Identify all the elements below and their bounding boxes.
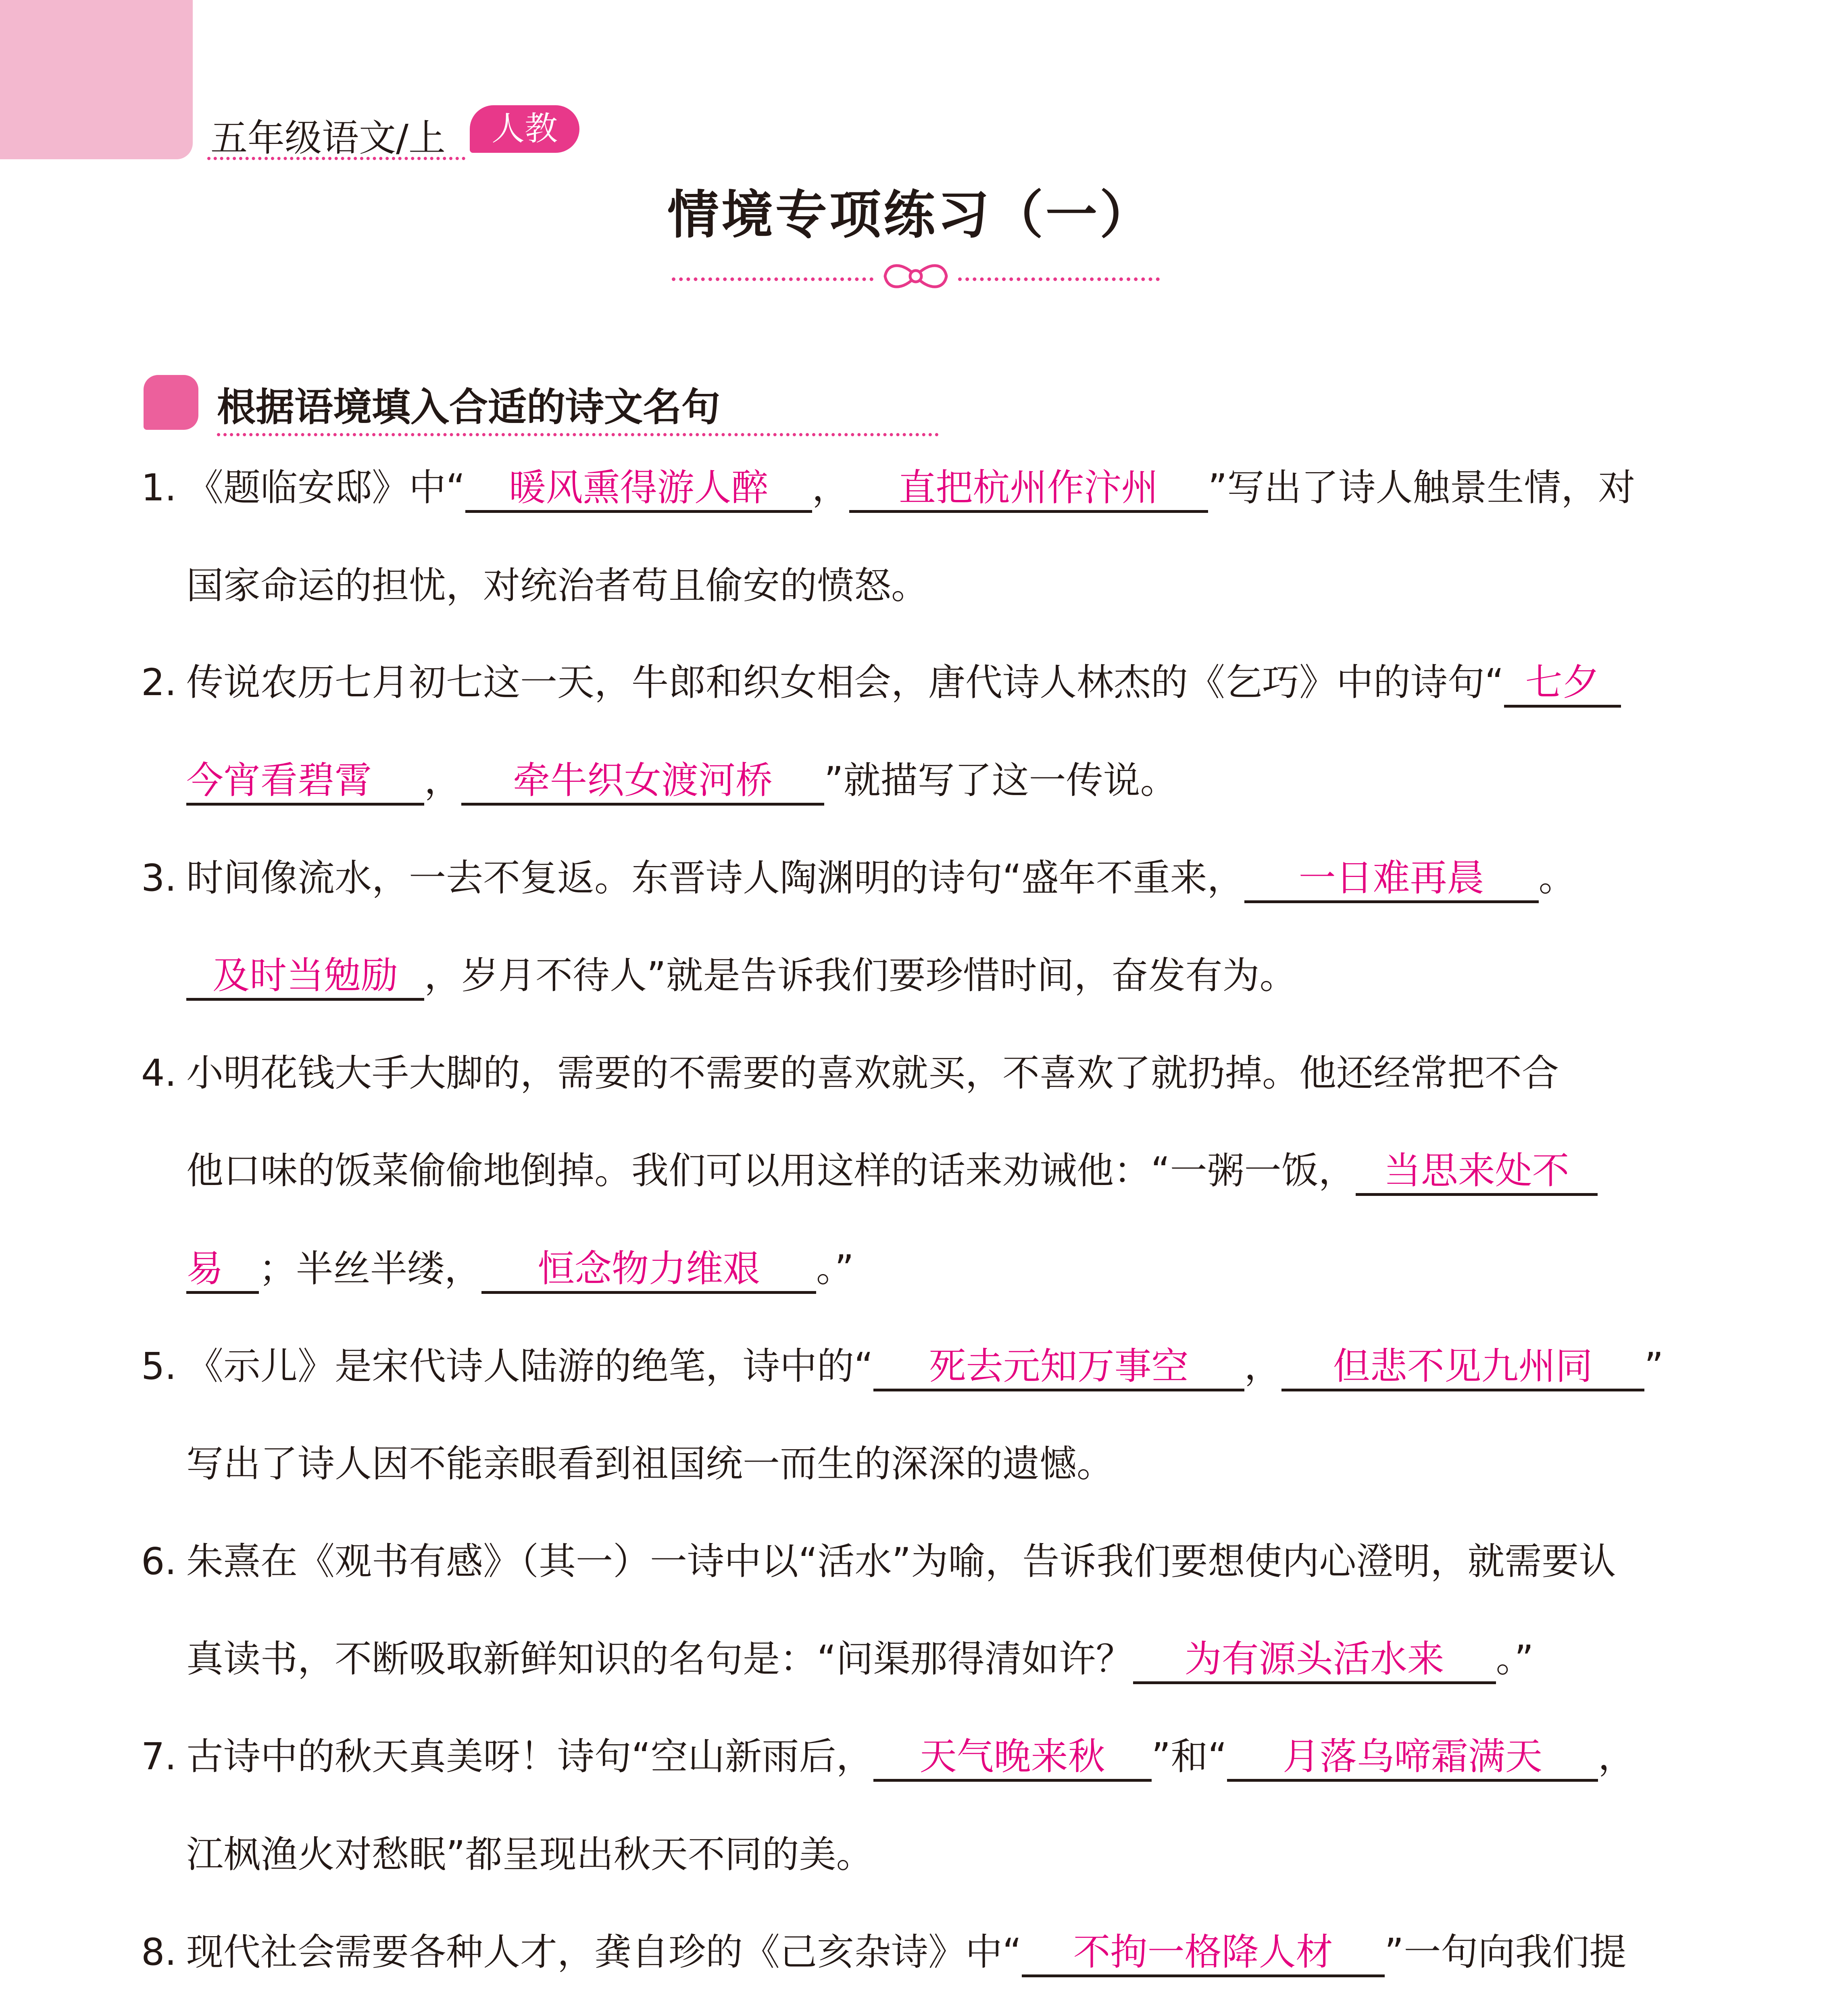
publisher-badge: 人教: [470, 105, 579, 153]
question-5: 5. 《示儿》是宋代诗人陆游的绝笔，诗中的“ 死去元知万事空 ， 但悲不见九州同 ”: [141, 1342, 1673, 1391]
divider-dots-left: [672, 277, 873, 281]
question-3-line-2: 及时当勉励 ，岁月不待人”就是告诉我们要珍惜时间，奋发有为。: [141, 952, 1719, 1001]
answer-blank[interactable]: 直把杭州作汴州: [849, 466, 1208, 513]
bow-icon: [879, 258, 952, 294]
header-subject: 五年级语文/上: [210, 117, 446, 160]
answer-blank[interactable]: 月落乌啼霜满天: [1227, 1735, 1598, 1782]
answer-blank[interactable]: 天气晚来秋: [873, 1735, 1152, 1782]
answer-blank[interactable]: 及时当勉励: [186, 954, 424, 1001]
question-1-line-2: 国家命运的担忧，对统治者苟且偷安的愤怒。: [186, 564, 929, 607]
question-6-line-2: 真读书，不断吸取新鲜知识的名句是：“问渠那得清如许？ 为有源头活水来 。”: [141, 1635, 1719, 1684]
corner-tab: [0, 0, 193, 159]
question-4-line-2: 他口味的饭菜偷偷地倒掉。我们可以用这样的话来劝诫他：“一粥一饭， 当思来处不: [141, 1147, 1719, 1196]
question-2: 2. 传说农历七月初七这一天，牛郎和织女相会，唐代诗人林杰的《乞巧》中的诗句“ 七夕: [141, 658, 1673, 708]
question-3: 3. 时间像流水，一去不复返。东晋诗人陶渊明的诗句“盛年不重来， 一日难再晨 。: [141, 854, 1673, 903]
answer-blank[interactable]: 当思来处不: [1356, 1149, 1598, 1196]
section-marker-icon: [144, 375, 198, 430]
answer-blank[interactable]: 恒念物力维艰: [481, 1247, 816, 1294]
answer-blank[interactable]: 今宵看碧霄: [186, 758, 424, 806]
section-heading-text: 根据语境填入合适的诗文名句: [217, 385, 720, 430]
question-8: 8. 现代社会需要各种人才，龚自珍的《己亥杂诗》中“ 不拘一格降人材 ”一句向我们提: [141, 1928, 1673, 1977]
section-dotted-line: [217, 433, 939, 436]
question-1: 1. 《题临安邸》中“ 暖风熏得游人醉 ， 直把杭州作汴州 ”写出了诗人触景生情，对: [141, 464, 1673, 513]
answer-blank[interactable]: 但悲不见九州同: [1281, 1344, 1644, 1391]
title-divider: [672, 258, 1160, 294]
answer-blank[interactable]: 为有源头活水来: [1133, 1637, 1496, 1684]
answer-blank[interactable]: 一日难再晨: [1244, 856, 1539, 903]
question-7-line-2: 江枫渔火对愁眠”都呈现出秋天不同的美。: [186, 1833, 873, 1876]
question-4-line-3: 易 ；半丝半缕， 恒念物力维艰 。”: [141, 1245, 1719, 1294]
answer-blank[interactable]: 牵牛织女渡河桥: [461, 758, 824, 806]
question-6: 6. 朱熹在《观书有感》（其一）一诗中以“活水”为喻，告诉我们要想使内心澄明，就需要认: [141, 1540, 1616, 1583]
answer-blank[interactable]: 不拘一格降人材: [1022, 1930, 1385, 1977]
answer-blank[interactable]: 暖风熏得游人醉: [465, 466, 812, 513]
answer-blank[interactable]: 七夕: [1504, 660, 1621, 708]
divider-dots-right: [958, 277, 1160, 281]
question-7: 7. 古诗中的秋天真美呀！诗句“空山新雨后， 天气晚来秋 ”和“ 月落乌啼霜满天 ，: [141, 1733, 1673, 1782]
question-5-line-2: 写出了诗人因不能亲眼看到祖国统一而生的深深的遗憾。: [186, 1442, 1114, 1485]
answer-blank[interactable]: 易: [186, 1247, 259, 1294]
header-dotted-line: [207, 157, 465, 160]
answer-blank[interactable]: 死去元知万事空: [873, 1344, 1244, 1391]
question-2-line-2: 今宵看碧霄 ， 牵牛织女渡河桥 ”就描写了这一传说。: [141, 756, 1719, 806]
question-4: 4. 小明花钱大手大脚的，需要的不需要的喜欢就买，不喜欢了就扔掉。他还经常把不合: [141, 1052, 1559, 1095]
page-title: 情境专项练习（一）: [667, 185, 1154, 245]
